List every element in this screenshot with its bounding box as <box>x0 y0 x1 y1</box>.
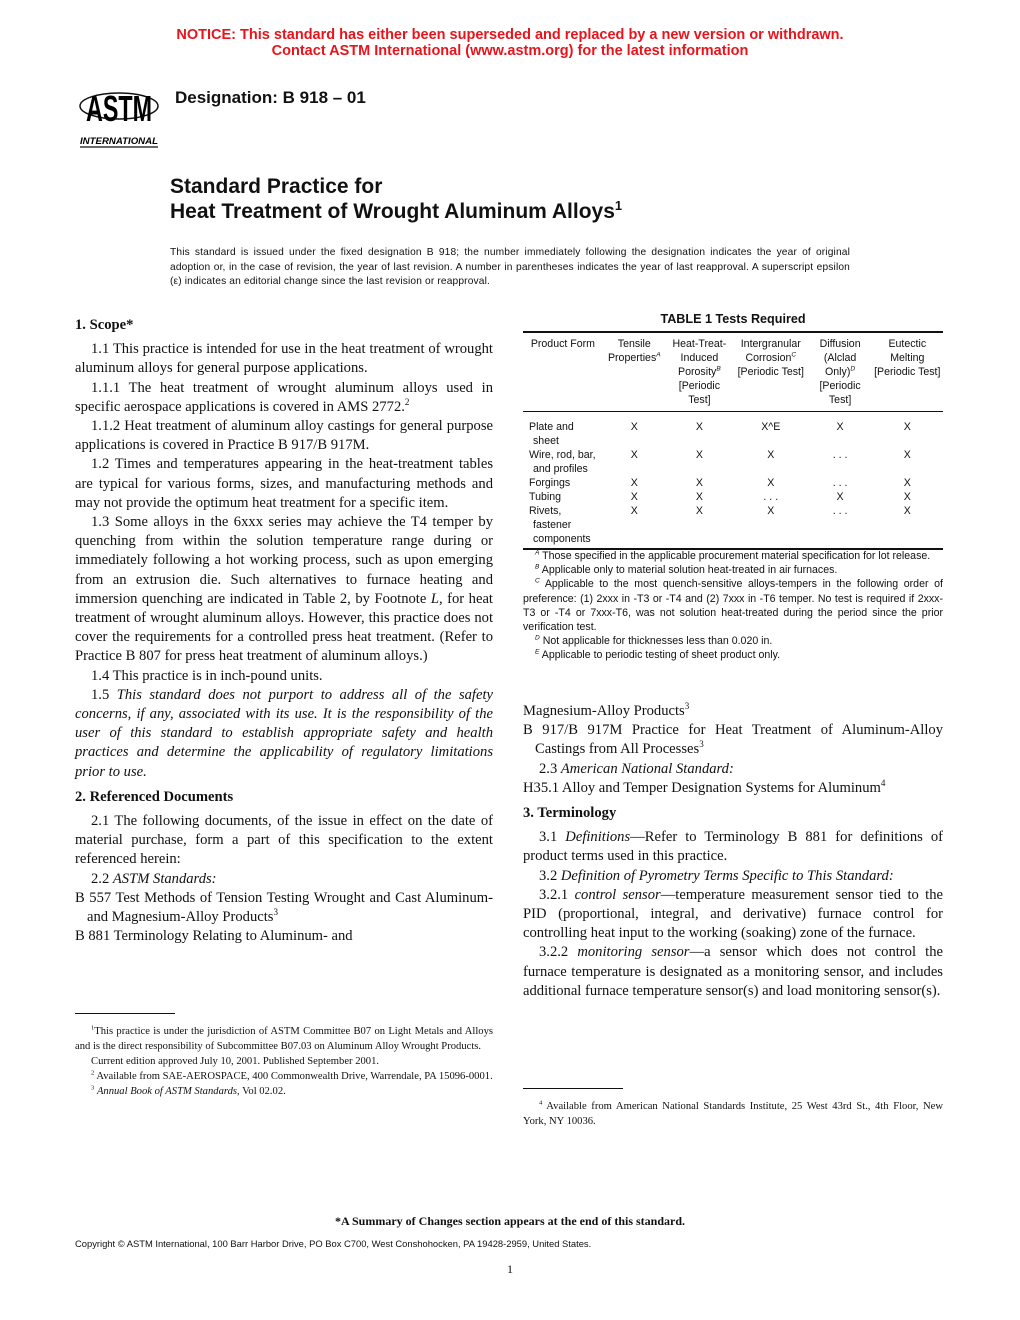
table-row <box>523 504 943 549</box>
footnote-ref: 4 <box>539 1099 543 1107</box>
text-segment: This practice is under the jurisdiction of ASTM Committee B07 on Light Metals and Alloys and is the direct responsibility of Subcommittee B07.03 on Aluminum Alloy Wrought Products. <box>75 1026 493 1052</box>
cell-value: X <box>630 421 638 433</box>
footnote-ref: 3 <box>699 739 704 750</box>
cell-value: X <box>836 491 844 503</box>
table-row <box>523 412 943 449</box>
footnote-ref: 4 <box>880 777 886 788</box>
text-segment: control sensor <box>574 886 661 903</box>
column-header-label: Intergranular Corrosion <box>740 338 801 364</box>
summary-of-changes-note: *A Summary of Changes section appears at the end of this standard. <box>334 1214 686 1228</box>
cell-value: . . . <box>832 477 848 489</box>
cell-value: X <box>630 491 638 503</box>
footnote-divider-left <box>75 1013 175 1014</box>
column-header <box>603 332 666 412</box>
table-cell <box>666 476 733 490</box>
footnote <box>75 1069 493 1084</box>
cell-value: X <box>695 449 703 461</box>
paragraph <box>523 867 943 886</box>
column-header-note: [Periodic Test] <box>737 366 804 378</box>
title-line-2: Heat Treatment of Wrought Aluminum Alloys <box>170 200 615 223</box>
table-row <box>523 448 943 476</box>
table-cell <box>872 412 943 449</box>
paragraph <box>523 828 943 866</box>
column-header-note: [Periodic Test] <box>874 366 941 378</box>
footnote-mark: D <box>535 634 540 642</box>
paragraph <box>523 721 943 759</box>
cell-value: X <box>695 505 703 517</box>
column-header-label: Product Form <box>530 338 595 350</box>
table-cell <box>666 412 733 449</box>
text-segment: 3.2 <box>539 867 561 884</box>
cell-value: X <box>903 505 911 517</box>
text-segment: 2.2 <box>91 870 113 887</box>
text-segment: Available from SAE-AEROSPACE, 400 Commonwealth Drive, Warrendale, PA 15096-0001. <box>94 1071 493 1082</box>
text-segment: ASTM Standards: <box>112 870 217 887</box>
table-cell <box>872 490 943 504</box>
right-footnotes <box>523 1099 943 1129</box>
footnote-ref: 2 <box>91 1069 95 1077</box>
footnote-ref: A <box>656 351 661 359</box>
table-footnote <box>523 563 943 577</box>
cell-value: X <box>695 421 703 433</box>
table-cell <box>603 504 666 549</box>
text-segment: —Refer to Terminology B 881 for definitions of product terms used in this practice. <box>523 829 944 865</box>
column-header <box>523 332 603 412</box>
text-segment: 2.3 <box>539 760 561 777</box>
paragraph <box>523 760 943 779</box>
text-segment: Current edition approved July 10, 2001. Published September 2001. <box>91 1056 380 1067</box>
table-footnotes <box>523 549 943 663</box>
text-segment: 2.1 The following documents, of the issue in effect on the date of material purchase, form a part of this specification to the extent referenced herein: <box>75 813 493 868</box>
svg-text:INTERNATIONAL: INTERNATIONAL <box>80 136 159 147</box>
column-header <box>733 332 809 412</box>
cell-value: X <box>630 449 638 461</box>
text-segment: 1.2 Times and temperatures appearing in the heat-treatment tables are typical for various forms, sizes, and manufacturing methods and may not provide the optimum heat treatment for a specific item. <box>75 456 493 511</box>
paragraph <box>75 513 493 667</box>
footnote-ref: 1 <box>91 1024 95 1032</box>
table-cell <box>872 476 943 490</box>
table-cell <box>733 504 809 549</box>
table-cell <box>809 490 872 504</box>
table-footnote <box>523 634 943 648</box>
text-segment: B 881 Terminology Relating to Aluminum- and <box>75 928 353 945</box>
cell-value: . . . <box>832 505 848 517</box>
table-cell <box>603 476 666 490</box>
footnote-ref: 3 <box>273 907 278 918</box>
cell-value: . . . <box>763 491 779 503</box>
cell-value: X <box>903 449 911 461</box>
footnote-text: Those specified in the applicable procurement material specification for lot release. <box>539 550 931 562</box>
paragraph <box>75 870 493 889</box>
footnote-ref: C <box>791 351 797 359</box>
table-cell <box>523 504 603 549</box>
column-header-label: Diffusion (Alclad Only) <box>819 338 861 378</box>
text-segment: B 917/B 917M Practice for Heat Treatment of Aluminum-Alloy Castings from All Processes <box>523 722 943 758</box>
title-line-1: Standard Practice for <box>170 175 383 198</box>
table-cell <box>603 412 666 449</box>
cell-value: X <box>630 477 638 489</box>
table-footnote <box>523 577 943 634</box>
footnote-text: Applicable to periodic testing of sheet product only. <box>539 649 781 662</box>
left-footnotes <box>75 1024 493 1099</box>
column-header <box>809 332 872 412</box>
text-segment: 1.3 Some alloys in the 6xxx series may achieve the T4 temper by quenching from within the solution temperature range during or immediately following a hot working process, such as upon emerging from an extrusion die. Such alternatives to furnace heating and immersion quenching are indicated in Table 2, by Footnote <box>75 514 493 607</box>
paragraph <box>75 455 493 513</box>
paragraph <box>75 379 493 417</box>
notice-banner <box>0 27 1020 59</box>
footnote-ref: B <box>716 365 721 373</box>
cell-value: Forgings <box>529 477 571 489</box>
cell-value: . . . <box>832 449 848 461</box>
cell-value: X <box>630 505 638 517</box>
table-cell <box>733 476 809 490</box>
cell-value: Wire, rod, bar, and profiles <box>529 449 596 475</box>
paragraph <box>75 686 493 782</box>
cell-value: X <box>903 491 911 503</box>
table-title: TABLE 1 Tests Required <box>660 312 806 326</box>
svg-text:ASTM: ASTM <box>86 88 152 129</box>
tests-required-table <box>523 331 943 550</box>
notice-line-1: NOTICE: This standard has either been superseded and replaced by a new version or withdrawn. <box>176 27 844 43</box>
column-header-note: [Periodic Test] <box>678 380 720 406</box>
paragraph <box>75 667 493 686</box>
text-segment: H35.1 Alloy and Temper Designation Systems for Aluminum <box>523 779 881 796</box>
footnote-text: Not applicable for thicknesses less than 0.020 in. <box>539 635 773 648</box>
table-cell <box>603 490 666 504</box>
section-heading <box>75 788 493 807</box>
column-header <box>666 332 733 412</box>
text-segment: 3.2.2 <box>539 944 578 961</box>
footnote-mark: C <box>535 577 540 585</box>
paragraph <box>75 340 493 378</box>
footnote <box>523 1099 943 1129</box>
paragraph <box>523 943 943 1001</box>
column-header-note: [Periodic Test] <box>819 380 861 406</box>
table-cell <box>666 448 733 476</box>
table-cell <box>523 412 603 449</box>
text-segment: 1.1 This practice is intended for use in the heat treatment of wrought aluminum alloys for general purpose applications. <box>75 341 493 377</box>
cell-value: X <box>695 491 703 503</box>
copyright: Copyright © ASTM International, 100 Barr Harbor Drive, PO Box C700, West Conshohocken, PA 19428-2959, United States. <box>75 1238 592 1249</box>
text-segment: Definitions <box>565 829 631 846</box>
cell-value: X <box>767 505 775 517</box>
table-cell <box>809 412 872 449</box>
table-cell <box>809 448 872 476</box>
text-segment: 1.4 This practice is in inch-pound units. <box>91 667 323 684</box>
astm-logo <box>78 76 160 148</box>
text-segment: Magnesium-Alloy Products <box>523 703 685 719</box>
notice-line-2: Contact ASTM International (www.astm.org) for the latest information <box>271 43 749 59</box>
table-cell <box>523 448 603 476</box>
cell-value: Plate and sheet <box>529 421 574 447</box>
paragraph <box>523 886 943 944</box>
footnote-ref: 3 <box>684 701 690 712</box>
table-cell <box>523 490 603 504</box>
table-row <box>523 490 943 504</box>
column-header <box>872 332 943 412</box>
text-segment: 3.2.1 <box>539 886 575 903</box>
cell-value: X <box>903 421 911 433</box>
table-cell <box>872 448 943 476</box>
text-segment: 2. Referenced Documents <box>75 788 234 805</box>
text-segment: monitoring sensor <box>577 944 690 961</box>
footnote-divider-right <box>523 1088 623 1089</box>
right-column <box>523 702 943 1001</box>
table-cell <box>666 490 733 504</box>
text-segment: This standard does not purport to address all of the safety concerns, if any, associated with its use. It is the responsibility of the user of this standard to establish appropriate safety and health practices and determine the applicability of regulatory limitations prior to use. <box>75 686 493 780</box>
footnote-mark: E <box>535 648 540 656</box>
cell-value: X <box>767 449 775 461</box>
text-segment: L <box>430 590 439 607</box>
paragraph <box>523 779 943 798</box>
text-segment: , for heat treatment of wrought aluminum alloys. However, this practice does not cover the requirements for a controlled press heat treatment. (Refer to Practice B 807 for press heat treatment of aluminum alloys.) <box>75 590 493 665</box>
cell-value: X <box>695 477 703 489</box>
title-footnote-mark: 1 <box>614 198 623 213</box>
column-header-label: Tensile Properties <box>607 338 657 364</box>
table-header-row <box>523 332 943 412</box>
table-cell <box>733 490 809 504</box>
footnote-mark: B <box>535 563 540 571</box>
text-segment: 1.5 <box>91 686 117 703</box>
issuance-statement: This standard is issued under the fixed designation B 918; the number immediately following the designation indicates the year of original adoption or, in the case of revision, the year of last revision. A number in parentheses indicates the year of last reapproval. A superscript epsilon (ε) indicates an editorial change since the last revision or reapproval. <box>170 247 850 287</box>
footnote <box>75 1084 493 1099</box>
footnote-ref: D <box>850 365 856 373</box>
section-heading <box>75 316 493 335</box>
table-footnote <box>523 648 943 662</box>
paragraph <box>75 812 493 870</box>
text-segment: American National Standard: <box>560 760 734 777</box>
footnote-text: Applicable to the most quench-sensitive alloys-tempers in the following order of preference: (1) 2xxx in -T3 or -T4 and (2) 7xxx in -T6 temper. No test is required if 2xxx-T3 or -T4 or 7xxx-T6, was not solution heat-treated during the period since the prior verification test. <box>523 578 943 634</box>
table-cell <box>523 476 603 490</box>
table-cell <box>872 504 943 549</box>
cell-value: X <box>903 477 911 489</box>
text-segment: 1.1.2 Heat treatment of aluminum alloy castings for general purpose applications is covered in Practice B 917/B 917M. <box>75 418 493 454</box>
cell-value: X^E <box>761 421 781 433</box>
column-header-label: Heat-Treat-Induced Porosity <box>672 338 727 378</box>
footnote-ref: 2 <box>404 396 410 407</box>
text-segment: Definition of Pyrometry Terms Specific to This Standard: <box>560 867 894 884</box>
left-column <box>75 310 493 947</box>
cell-value: X <box>836 421 844 433</box>
footnote <box>75 1054 493 1069</box>
section-heading <box>523 804 943 823</box>
text-segment: —temperature measurement sensor tied to the PID (proportional, integral, and derivative) furnace control for controlling heat input to the working (soaking) zone of the furnace. <box>523 886 943 942</box>
document-title <box>170 174 622 224</box>
text-segment: 1.1.1 The heat treatment of wrought aluminum alloys used in specific aerospace applications is covered in AMS 2772. <box>75 379 493 415</box>
column-header-label: Eutectic Melting <box>888 338 927 364</box>
text-segment: Annual Book of ASTM Standards <box>96 1086 238 1097</box>
text-segment: B 557 Test Methods of Tension Testing Wrought and Cast Aluminum- and Magnesium-Alloy Products <box>75 889 493 926</box>
table-footnote <box>523 549 943 563</box>
paragraph <box>75 417 493 455</box>
footnote-ref: 3 <box>91 1084 95 1092</box>
table-row <box>523 476 943 490</box>
cell-value: Rivets, fastener components <box>529 505 591 545</box>
page-number: 1 <box>507 1262 513 1276</box>
cell-value: Tubing <box>529 491 561 503</box>
table-cell <box>666 504 733 549</box>
table-cell <box>733 448 809 476</box>
paragraph <box>75 927 493 946</box>
text-segment: —a sensor which does not control the furnace temperature is designated as a monitoring sensor, and includes additional furnace temperature sensor(s) and load monitoring sensor(s). <box>523 944 944 999</box>
paragraph <box>523 702 943 721</box>
table-cell <box>809 476 872 490</box>
designation: Designation: B 918 – 01 <box>175 88 366 107</box>
footnote-text: Applicable only to material solution heat-treated in air furnaces. <box>539 564 838 577</box>
table-cell <box>809 504 872 549</box>
cell-value: X <box>767 477 775 489</box>
text-segment: Available from American National Standards Institute, 25 West 43rd St., 4th Floor, New York, NY 10036. <box>523 1101 943 1127</box>
table-cell <box>603 448 666 476</box>
paragraph <box>75 889 493 927</box>
text-segment: 3.1 <box>539 829 566 846</box>
table-cell <box>733 412 809 449</box>
text-segment: 3. Terminology <box>523 805 617 822</box>
footnote-mark: A <box>535 549 540 557</box>
footnote <box>75 1024 493 1054</box>
text-segment: , Vol 02.02. <box>237 1086 286 1097</box>
text-segment: 1. Scope* <box>75 317 134 333</box>
